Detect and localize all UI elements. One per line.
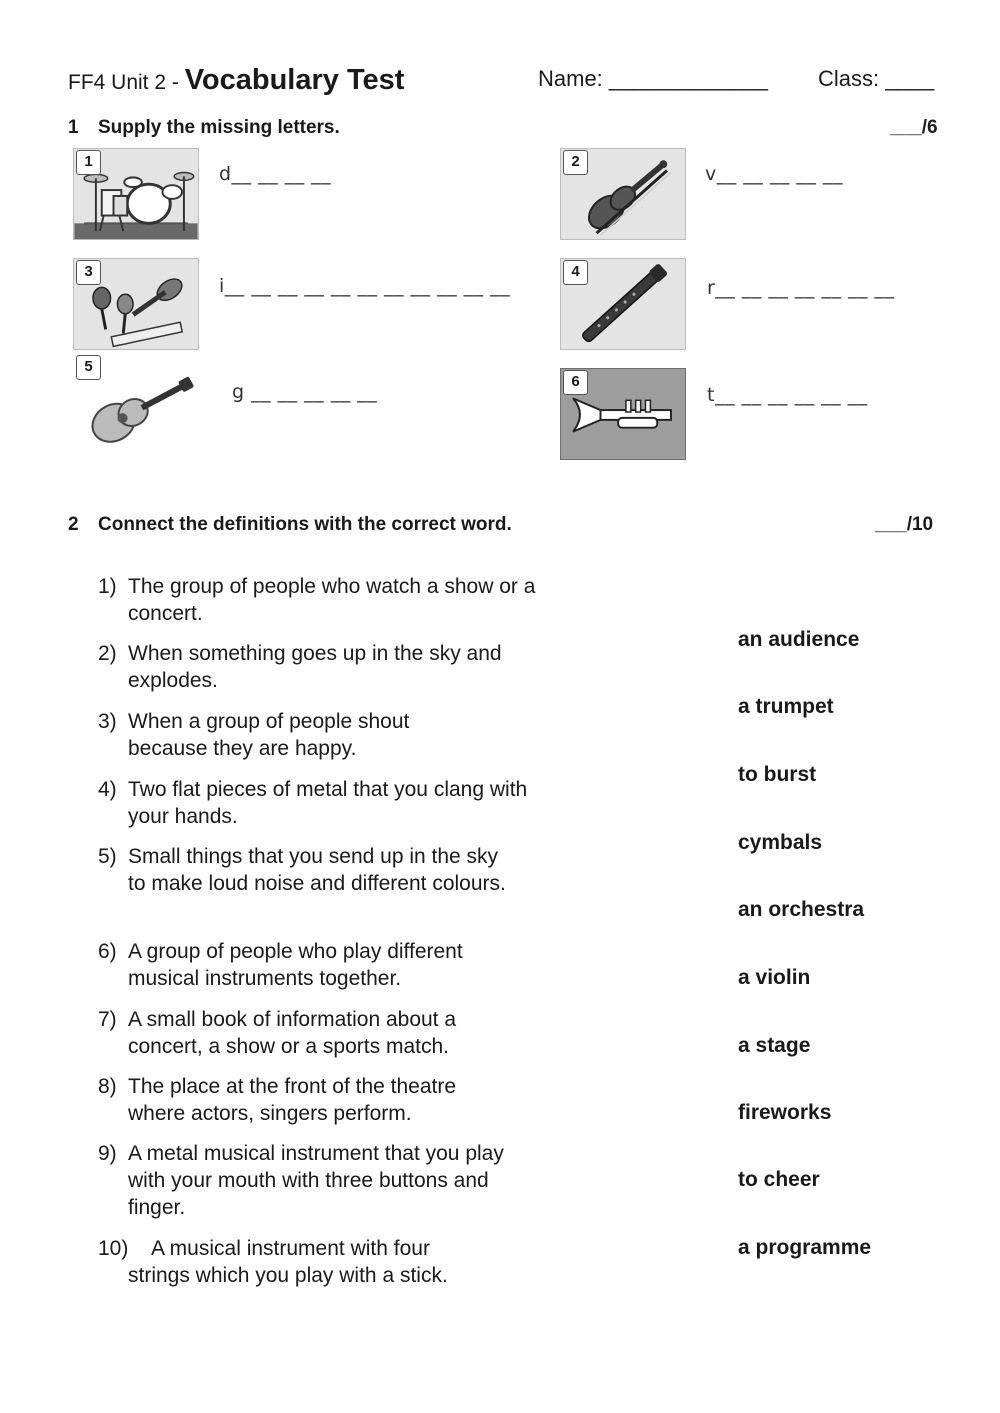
definition-number: 9) <box>98 1142 117 1165</box>
definition-4[interactable] <box>98 776 548 830</box>
definition-text: When a group of people shout because they are happy. <box>128 710 410 760</box>
definition-text: Two flat pieces of metal that you clang with your hands. <box>128 778 528 828</box>
word-option-9[interactable]: to cheer <box>738 1168 820 1191</box>
blank-4[interactable]: r__ __ __ __ __ __ __ <box>707 277 895 299</box>
item-number-4: 4 <box>563 260 588 285</box>
definition-number: 3) <box>98 710 117 733</box>
word-option-8[interactable]: fireworks <box>738 1101 832 1124</box>
definition-7[interactable] <box>98 1006 508 1060</box>
section2-instruction: Connect the definitions with the correct word. <box>98 514 512 535</box>
section1-score[interactable]: ___/6 <box>890 117 938 138</box>
item-number-5: 5 <box>76 355 101 380</box>
definition-text: Small things that you send up in the sky to make loud noise and different colours. <box>128 845 506 895</box>
word-option-4[interactable]: cymbals <box>738 831 823 854</box>
definition-10[interactable] <box>98 1235 478 1289</box>
class-field[interactable]: Class: ____ <box>818 66 935 91</box>
definition-number: 4) <box>98 778 117 801</box>
name-field[interactable]: Name: _____________ <box>538 66 768 91</box>
definition-text: A musical instrument with four strings which you play with a stick. <box>128 1237 448 1287</box>
word-option-10[interactable]: a programme <box>738 1236 872 1259</box>
word-option-1[interactable]: an audience <box>738 628 860 651</box>
definition-5[interactable] <box>98 843 518 897</box>
definition-number: 7) <box>98 1008 117 1031</box>
blank-1[interactable]: d__ __ __ __ <box>219 163 332 185</box>
definition-number: 1) <box>98 575 117 598</box>
definition-2[interactable] <box>98 640 548 694</box>
definition-text: The group of people who watch a show or a concert. <box>128 575 536 625</box>
word-option-6[interactable]: a violin <box>738 966 811 989</box>
definition-8[interactable] <box>98 1073 508 1127</box>
blank-6[interactable]: t__ __ __ __ __ __ <box>707 384 868 406</box>
definition-number: 8) <box>98 1075 117 1098</box>
definition-text: A metal musical instrument that you play with your mouth with three buttons and finger. <box>128 1142 504 1219</box>
section1-heading <box>68 117 340 139</box>
item-number-1: 1 <box>76 150 101 175</box>
definition-text: The place at the front of the theatre where actors, singers perform. <box>128 1075 457 1125</box>
blank-2[interactable]: v__ __ __ __ __ <box>705 163 843 185</box>
item-number-6: 6 <box>563 370 588 395</box>
definition-number: 2) <box>98 642 117 665</box>
section2-score[interactable]: ___/10 <box>875 514 934 535</box>
test-title: Vocabulary Test <box>184 64 405 96</box>
word-option-7[interactable]: a stage <box>738 1034 811 1057</box>
definition-number: 5) <box>98 845 117 868</box>
blank-3[interactable]: i__ __ __ __ __ __ __ __ __ __ __ <box>219 275 511 297</box>
word-option-2[interactable]: a trumpet <box>738 695 834 718</box>
item-number-2: 2 <box>563 150 588 175</box>
blank-5[interactable]: g __ __ __ __ __ <box>232 381 378 403</box>
definition-number: 10) <box>98 1237 129 1260</box>
section1-instruction: Supply the missing letters. <box>98 117 340 138</box>
word-option-3[interactable]: to burst <box>738 763 817 786</box>
page-title <box>68 64 404 97</box>
section2-number: 2 <box>68 514 79 535</box>
definition-text: A small book of information about a concert, a show or a sports match. <box>128 1008 457 1058</box>
item-number-3: 3 <box>76 260 101 285</box>
definition-number: 6) <box>98 940 117 963</box>
definition-text: A group of people who play different musical instruments together. <box>128 940 463 990</box>
section1-number: 1 <box>68 117 79 138</box>
definition-text: When something goes up in the sky and explodes. <box>128 642 502 692</box>
definition-1[interactable] <box>98 573 548 627</box>
word-option-5[interactable]: an orchestra <box>738 898 865 921</box>
definition-3[interactable] <box>98 708 468 762</box>
definition-6[interactable] <box>98 938 518 992</box>
course-label: FF4 Unit 2 - <box>68 71 179 94</box>
section2-heading <box>68 514 512 536</box>
definition-9[interactable] <box>98 1140 508 1221</box>
